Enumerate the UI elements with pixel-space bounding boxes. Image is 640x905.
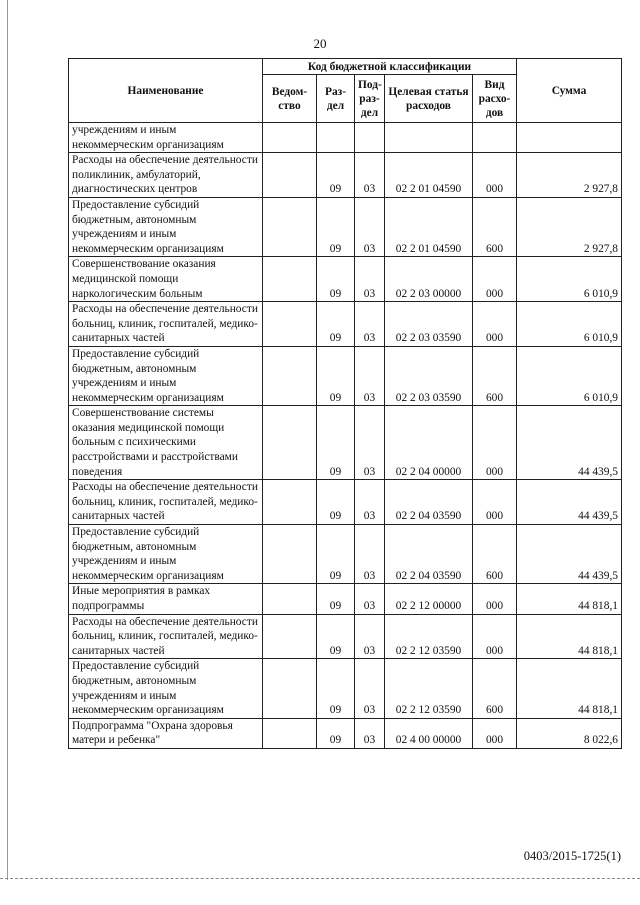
table-body [69, 123, 622, 749]
table-row [69, 614, 622, 659]
cell-podrazdel: 03 [355, 406, 385, 480]
table-row [69, 718, 622, 748]
table-row [69, 153, 622, 198]
cell-name: Расходы на обеспечение деятельности поликлиник, амбулаторий, диагностических центров [69, 153, 263, 198]
cell-sum: 6 010,9 [517, 346, 622, 405]
cell-razdel: 09 [317, 153, 355, 198]
cell-name: Расходы на обеспечение деятельности больниц, клиник, госпиталей, медико-санитарных частей [69, 614, 263, 659]
cell-vid: 000 [473, 584, 517, 614]
cell-vid: 000 [473, 480, 517, 525]
cell-sum: 44 818,1 [517, 584, 622, 614]
cell-podrazdel: 03 [355, 614, 385, 659]
cell-razdel: 09 [317, 614, 355, 659]
cell-target: 02 2 12 03590 [385, 614, 473, 659]
cell-vid: 600 [473, 197, 517, 256]
cell-razdel: 09 [317, 525, 355, 584]
cell-razdel: 09 [317, 302, 355, 347]
cell-podrazdel: 03 [355, 346, 385, 405]
table-row [69, 480, 622, 525]
table-row [69, 302, 622, 347]
cell-vid: 000 [473, 153, 517, 198]
table-row [69, 197, 622, 256]
cell-ved [263, 584, 317, 614]
cell-ved [263, 614, 317, 659]
table-row [69, 257, 622, 302]
cell-target: 02 2 12 00000 [385, 584, 473, 614]
cell-name: Предоставление субсидий бюджетным, автономным учреждениям и иным некоммерческим организациям [69, 525, 263, 584]
cell-sum [517, 123, 622, 153]
cell-target: 02 2 04 03590 [385, 480, 473, 525]
cell-podrazdel: 03 [355, 659, 385, 718]
header-code-group: Код бюджетной классификации [263, 59, 517, 75]
table-row [69, 525, 622, 584]
cell-sum: 44 439,5 [517, 480, 622, 525]
cell-name: Подпрограмма "Охрана здоровья матери и ребенка" [69, 718, 263, 748]
cell-podrazdel: 03 [355, 257, 385, 302]
cell-sum: 44 818,1 [517, 659, 622, 718]
cell-ved [263, 659, 317, 718]
cell-name: Иные мероприятия в рамках подпрограммы [69, 584, 263, 614]
cell-ved [263, 197, 317, 256]
cell-target: 02 4 00 00000 [385, 718, 473, 748]
cell-vid: 000 [473, 614, 517, 659]
cell-ved [263, 525, 317, 584]
cell-razdel: 09 [317, 718, 355, 748]
cell-razdel [317, 123, 355, 153]
cell-name: Совершенствование системы оказания медицинской помощи больным с психическими расстройствами и расстройствами поведения [69, 406, 263, 480]
header-vid: Вид расхо-дов [473, 75, 517, 123]
cell-razdel: 09 [317, 480, 355, 525]
cell-sum: 6 010,9 [517, 257, 622, 302]
cell-vid: 000 [473, 257, 517, 302]
table-row [69, 406, 622, 480]
cell-podrazdel: 03 [355, 525, 385, 584]
page-number: 20 [313, 36, 327, 51]
cell-name: Предоставление субсидий бюджетным, автономным учреждениям и иным некоммерческим организациям [69, 346, 263, 405]
cell-podrazdel: 03 [355, 584, 385, 614]
cell-target: 02 2 03 03590 [385, 346, 473, 405]
table-row [69, 584, 622, 614]
cell-name: Совершенствование оказания медицинской помощи наркологическим больным [69, 257, 263, 302]
cell-ved [263, 406, 317, 480]
cell-podrazdel: 03 [355, 197, 385, 256]
cell-target: 02 2 04 03590 [385, 525, 473, 584]
header-ved: Ведом-ство [263, 75, 317, 123]
table-row [69, 659, 622, 718]
cell-podrazdel: 03 [355, 718, 385, 748]
cell-razdel: 09 [317, 584, 355, 614]
cell-ved [263, 302, 317, 347]
cell-target: 02 2 01 04590 [385, 197, 473, 256]
cell-podrazdel: 03 [355, 302, 385, 347]
cell-vid: 000 [473, 302, 517, 347]
scan-bottom-edge [0, 878, 640, 880]
cell-target: 02 2 12 03590 [385, 659, 473, 718]
cell-target: 02 2 03 03590 [385, 302, 473, 347]
cell-sum: 2 927,8 [517, 153, 622, 198]
cell-razdel: 09 [317, 257, 355, 302]
cell-target: 02 2 03 00000 [385, 257, 473, 302]
cell-vid: 600 [473, 659, 517, 718]
header-target: Целевая статья расходов [385, 75, 473, 123]
cell-ved [263, 153, 317, 198]
cell-podrazdel [355, 123, 385, 153]
header-podrazdel: Под-раз-дел [355, 75, 385, 123]
cell-sum: 2 927,8 [517, 197, 622, 256]
cell-target: 02 2 04 00000 [385, 406, 473, 480]
cell-podrazdel: 03 [355, 480, 385, 525]
cell-razdel: 09 [317, 659, 355, 718]
table-row [69, 346, 622, 405]
cell-sum: 8 022,6 [517, 718, 622, 748]
header-sum: Сумма [517, 59, 622, 123]
cell-vid: 000 [473, 718, 517, 748]
cell-sum: 44 818,1 [517, 614, 622, 659]
cell-ved [263, 480, 317, 525]
scan-left-edge [7, 0, 8, 880]
cell-podrazdel: 03 [355, 153, 385, 198]
header-razdel: Раз-дел [317, 75, 355, 123]
cell-vid [473, 123, 517, 153]
cell-name: Расходы на обеспечение деятельности больниц, клиник, госпиталей, медико-санитарных частей [69, 480, 263, 525]
cell-vid: 600 [473, 346, 517, 405]
cell-target [385, 123, 473, 153]
cell-target: 02 2 01 04590 [385, 153, 473, 198]
cell-name: учреждениям и иным некоммерческим организациям [69, 123, 263, 153]
cell-ved [263, 346, 317, 405]
cell-sum: 44 439,5 [517, 406, 622, 480]
cell-name: Предоставление субсидий бюджетным, автономным учреждениям и иным некоммерческим организациям [69, 197, 263, 256]
cell-ved [263, 257, 317, 302]
cell-name: Расходы на обеспечение деятельности больниц, клиник, госпиталей, медико-санитарных частей [69, 302, 263, 347]
document-code: 0403/2015-1725(1) [523, 849, 621, 863]
cell-sum: 44 439,5 [517, 525, 622, 584]
cell-vid: 000 [473, 406, 517, 480]
table-row [69, 123, 622, 153]
cell-razdel: 09 [317, 346, 355, 405]
cell-razdel: 09 [317, 406, 355, 480]
budget-table [68, 58, 622, 749]
cell-vid: 600 [473, 525, 517, 584]
header-name: Наименование [69, 59, 263, 123]
cell-razdel: 09 [317, 197, 355, 256]
cell-ved [263, 718, 317, 748]
cell-ved [263, 123, 317, 153]
cell-name: Предоставление субсидий бюджетным, автономным учреждениям и иным некоммерческим организациям [69, 659, 263, 718]
cell-sum: 6 010,9 [517, 302, 622, 347]
